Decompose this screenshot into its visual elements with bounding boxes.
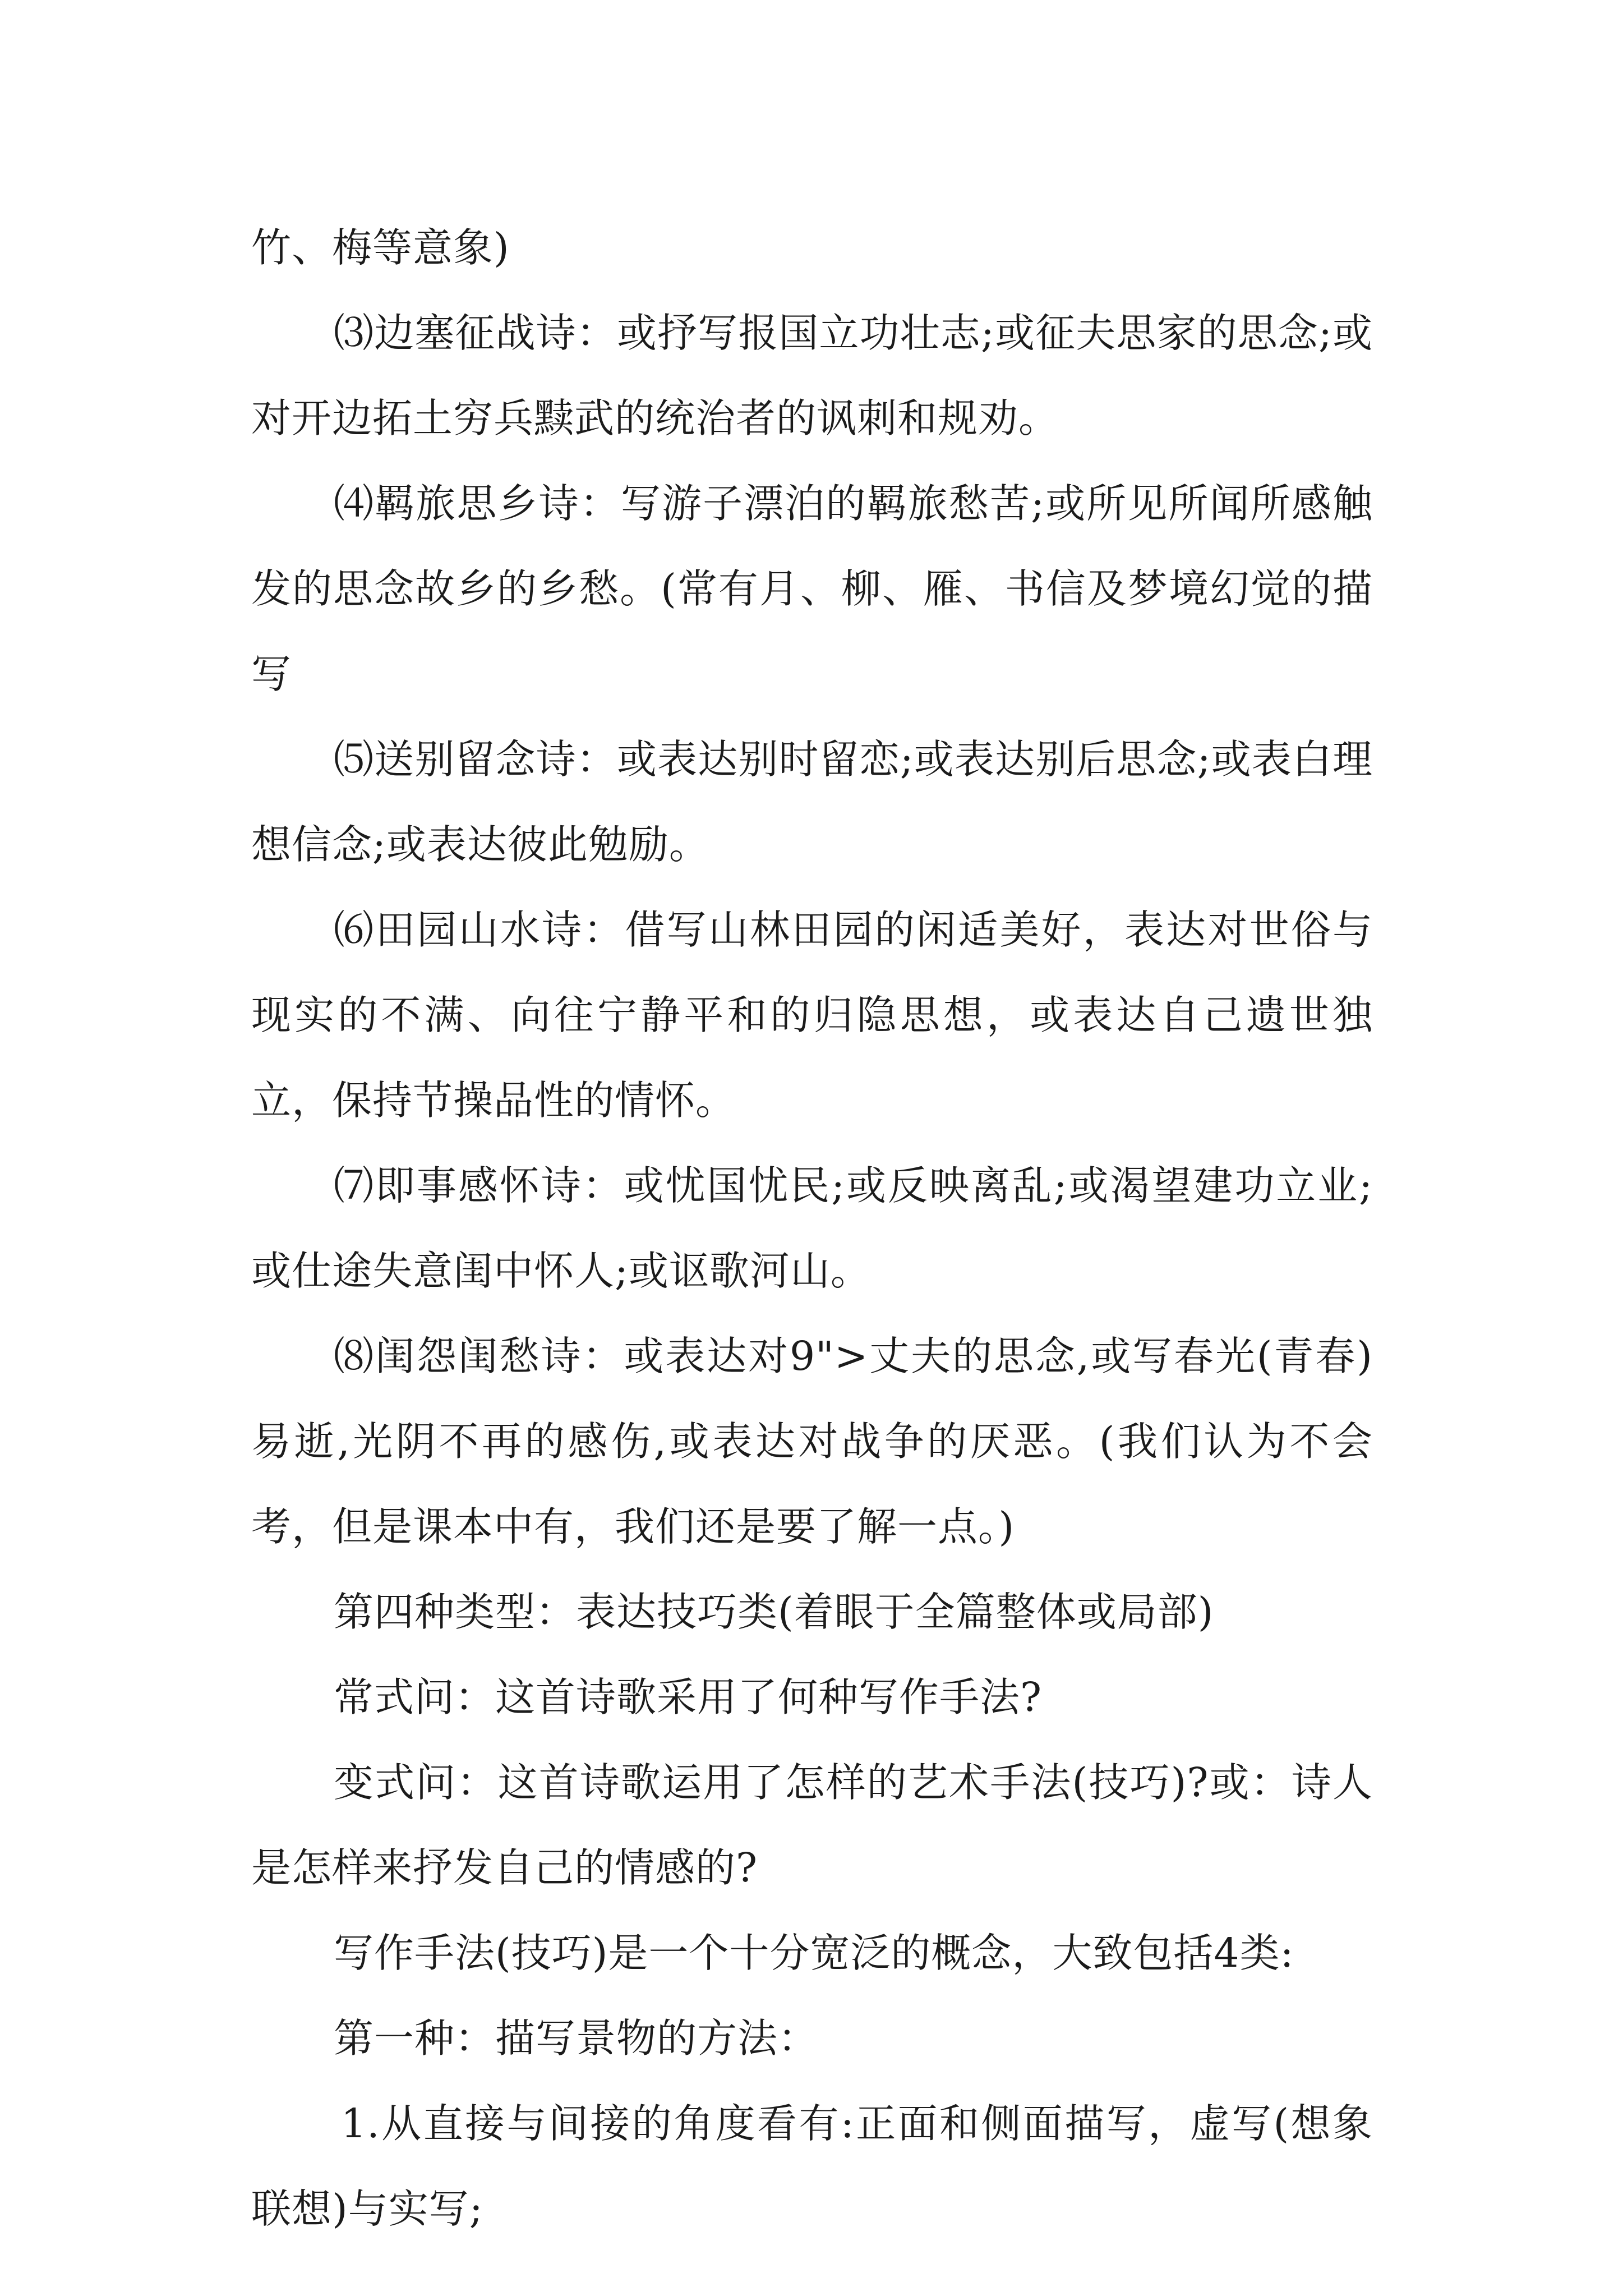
paragraph-list-item-1: 1.从直接与间接的角度看有:正面和侧面描写，虚写(想象联想)与实写;	[251, 2100, 1373, 2232]
paragraph-frontier-poems: ⑶边塞征战诗：或抒写报国立功壮志;或征夫思家的思念;或对开边拓土穷兵黩武的统治者的讽刺和规劝。	[251, 310, 1373, 441]
document-body	[251, 205, 1373, 2252]
paragraph-event-poems: ⑺即事感怀诗：或忧国忧民;或反映离乱;或渴望建功立业;或仕途失意闺中怀人;或讴歌河山。	[251, 1162, 1373, 1294]
paragraph-boudoir-poems: ⑻闺怨闺愁诗：或表达对9">丈夫的思念,或写春光(青春)易逝,光阴不再的感伤,或表达对战争的厌恶。(我们认为不会考，但是课本中有，我们还是要了解一点。)	[251, 1333, 1373, 1550]
paragraph-technique-overview: 写作手法(技巧)是一个十分宽泛的概念，大致包括4类:	[334, 1930, 1294, 1976]
paragraph-variant-question: 变式问：这首诗歌运用了怎样的艺术手法(技巧)?或：诗人是怎样来抒发自己的情感的?	[251, 1759, 1373, 1891]
paragraph-standard-question: 常式问：这首诗歌采用了何种写作手法?	[334, 1674, 1043, 1720]
paragraph-type-four-heading: 第四种类型：表达技巧类(着眼于全篇整体或局部)	[334, 1589, 1214, 1635]
paragraph-homesick-poems: ⑷羁旅思乡诗：写游子漂泊的羁旅愁苦;或所见所闻所感触发的思念故乡的乡愁。(常有月、柳、雁、书信及梦境幻觉的描写	[251, 480, 1373, 697]
paragraph-first-kind: 第一种：描写景物的方法：	[334, 2015, 819, 2062]
paragraph-farewell-poems: ⑸送别留念诗：或表达别时留恋;或表达别后思念;或表白理想信念;或表达彼此勉励。	[251, 736, 1373, 868]
paragraph-continuation: 竹、梅等意象)	[251, 224, 510, 271]
paragraph-pastoral-poems: ⑹田园山水诗：借写山林田园的闲适美好，表达对世俗与现实的不满、向往宁静平和的归隐思想，或表达自己遗世独立，保持节操品性的情怀。	[251, 907, 1373, 1124]
